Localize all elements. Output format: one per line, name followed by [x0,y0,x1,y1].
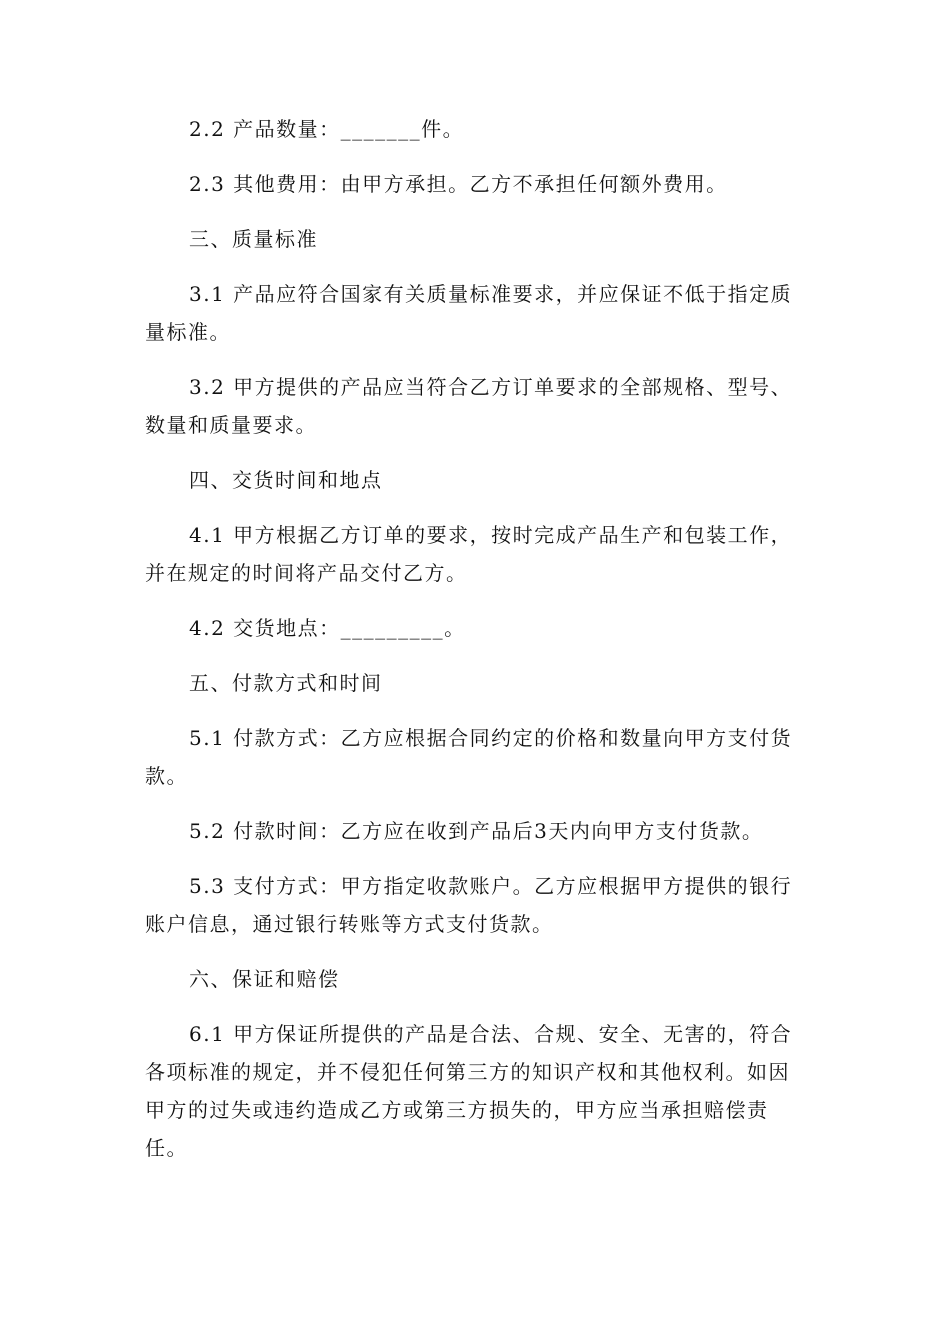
clause-5-2: 5.2 付款时间：乙方应在收到产品后3天内向甲方支付货款。 [189,819,764,843]
clause-5-3: 5.3 支付方式：甲方指定收款账户。乙方应根据甲方提供的银行账户信息，通过银行转账等方式支付货款。 [145,874,793,936]
clause-3-2: 3.2 甲方提供的产品应当符合乙方订单要求的全部规格、型号、数量和质量要求。 [145,375,793,437]
document-page [145,110,810,1184]
section-heading-delivery: 四、交货时间和地点 [189,468,383,492]
clause-4-1: 4.1 甲方根据乙方订单的要求，按时完成产品生产和包装工作，并在规定的时间将产品交付乙方。 [145,523,793,585]
section-heading-quality: 三、质量标准 [189,227,318,251]
clause-3-1: 3.1 产品应符合国家有关质量标准要求，并应保证不低于指定质量标准。 [145,282,793,344]
section-heading-warranty: 六、保证和赔偿 [189,967,340,991]
clause-6-1: 6.1 甲方保证所提供的产品是合法、合规、安全、无害的，符合各项标准的规定，并不侵犯任何第三方的知识产权和其他权利。如因甲方的过失或违约造成乙方或第三方损失的，甲方应当承担赔偿责任。 [145,1022,793,1160]
clause-4-2: 4.2 交货地点：_________。 [189,616,466,640]
clause-2-2: 2.2 产品数量：_______件。 [189,117,465,141]
section-heading-payment: 五、付款方式和时间 [189,671,383,695]
clause-2-3: 2.3 其他费用：由甲方承担。乙方不承担任何额外费用。 [189,172,728,196]
clause-5-1: 5.1 付款方式：乙方应根据合同约定的价格和数量向甲方支付货款。 [145,726,793,788]
